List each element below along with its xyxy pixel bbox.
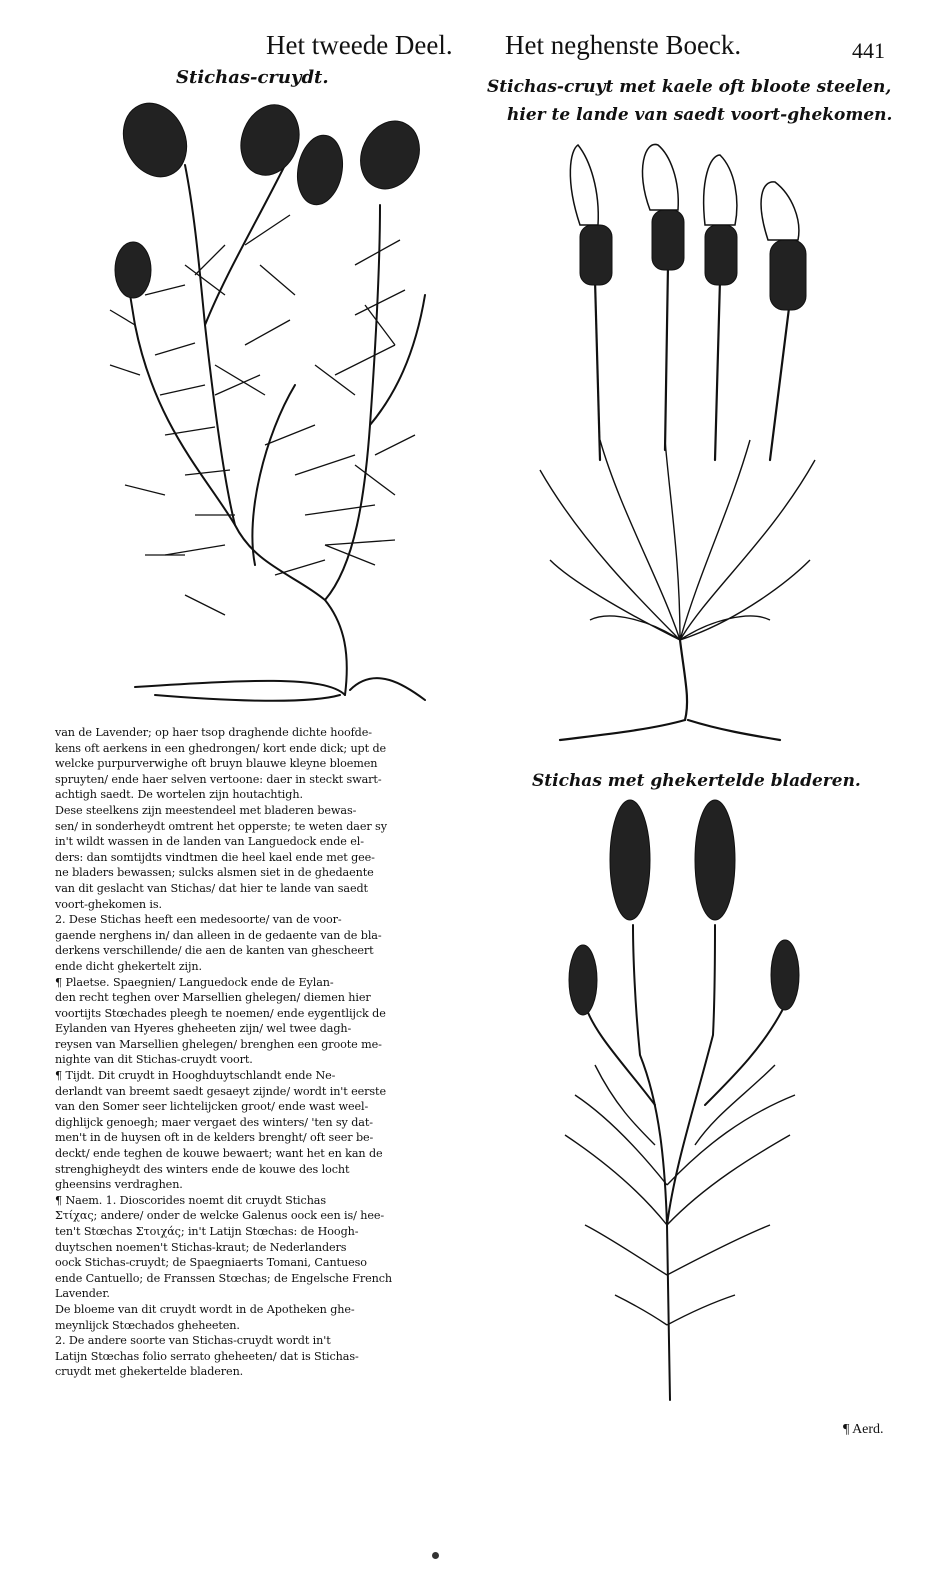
body-line: Lavender. xyxy=(55,1287,110,1301)
body-line: spruyten/ ende haer selven vertoone: daer in steckt swart- xyxy=(55,772,382,786)
body-line: Στίχας; andere/ onder de welcke Galenus oock een is/ hee- xyxy=(55,1209,385,1223)
body-line: dighlijck genoegh; maer vergaet des winters/ 'ten sy dat- xyxy=(55,1115,373,1129)
body-line: reysen van Marsellien ghelegen/ brenghen een groote me- xyxy=(55,1037,382,1051)
body-line: Latijn Stœchas folio serrato gheheeten/ dat is Stichas- xyxy=(55,1349,359,1363)
body-line: ende dicht ghekertelt zijn. xyxy=(55,959,202,973)
page-number: 441 xyxy=(852,38,885,63)
ink-dot xyxy=(432,1552,439,1559)
body-line: ne bladers bewassen; sulcks alsmen siet in de ghedaente xyxy=(55,866,374,880)
figure-caption-2-line-1: Stichas-cruyt met kaele oft bloote steelen, xyxy=(487,77,892,97)
body-line: gaende nerghens in/ dan alleen in de gedaente van de bla- xyxy=(55,928,382,942)
body-line: derkens verschillende/ die aen de kanten van ghescheert xyxy=(55,944,374,958)
body-line: voort-ghekomen is. xyxy=(55,897,162,911)
body-line: 2. De andere soorte van Stichas-cruydt wordt in't xyxy=(55,1334,331,1348)
body-line: gheensins verdraghen. xyxy=(55,1178,183,1192)
body-line: ¶ Plaetse. Spaegnien/ Languedock ende de Eylan- xyxy=(55,975,334,989)
body-line: 2. Dese Stichas heeft een medesoorte/ van de voor- xyxy=(55,913,342,927)
body-line: duytschen noemen't Stichas-kraut; de Nederlanders xyxy=(55,1240,347,1254)
figure-2-woodcut xyxy=(540,140,820,750)
body-line: oock Stichas-cruydt; de Spaegniaerts Tomani, Cantueso xyxy=(55,1256,367,1270)
body-text xyxy=(55,725,475,1380)
body-line: Eylanden van Hyeres gheheeten zijn/ wel twee dagh- xyxy=(55,1022,352,1036)
body-line: derlandt van breemt saedt gesaeyt zijnde/ wordt in't eerste xyxy=(55,1084,386,1098)
body-line: van dit geslacht van Stichas/ dat hier te lande van saedt xyxy=(55,881,368,895)
body-line: van de Lavender; op haer tsop draghende dichte hoofde- xyxy=(55,726,372,739)
header-left: Het tweede Deel. xyxy=(266,30,453,60)
figure-caption-3: Stichas met ghekertelde bladeren. xyxy=(532,771,861,791)
body-line: strenghigheydt des winters ende de kouwe des locht xyxy=(55,1162,350,1176)
body-line: den recht teghen over Marsellien ghelegen/ diemen hier xyxy=(55,991,371,1005)
body-line: voortijts Stœchades pleegh te noemen/ ende eygentlijck de xyxy=(55,1006,386,1020)
header-right: Het neghenste Boeck. xyxy=(505,30,742,60)
body-line: nighte van dit Stichas-cruydt voort. xyxy=(55,1053,253,1067)
body-line: sen/ in sonderheydt omtrent het opperste; te weten daer sy xyxy=(55,819,387,833)
body-line: ende Cantuello; de Franssen Stœchas; de Engelsche French xyxy=(55,1271,393,1285)
body-line: De bloeme van dit cruydt wordt in de Apotheken ghe- xyxy=(55,1302,355,1316)
body-line: achtigh saedt. De wortelen zijn houtachtigh. xyxy=(55,788,303,802)
body-line: meynlijck Stœchados gheheeten. xyxy=(55,1318,240,1332)
body-line: kens oft aerkens in een ghedrongen/ kort ende dick; upt de xyxy=(55,741,387,755)
body-line: men't in de huysen oft in de kelders brenght/ oft seer be- xyxy=(55,1131,374,1145)
body-line: in't wildt wassen in de landen van Languedock ende el- xyxy=(55,835,364,849)
catchword: ¶ Aerd. xyxy=(843,1422,884,1437)
figure-1-woodcut xyxy=(95,95,440,710)
body-line: ten't Stœchas Στοιχάς; in't Latijn Stœchas: de Hoogh- xyxy=(55,1225,359,1238)
body-line: Dese steelkens zijn meestendeel met bladeren bewas- xyxy=(55,803,357,817)
body-line: ¶ Tijdt. Dit cruydt in Hooghduytschlandt ende Ne- xyxy=(55,1069,336,1083)
body-line: deckt/ ende teghen de kouwe bewaert; want het en kan de xyxy=(55,1147,383,1161)
body-line: ¶ Naem. 1. Dioscorides noemt dit cruydt Stichas xyxy=(55,1193,327,1207)
body-line: welcke purpurverwighe oft bruyn blauwe kleyne bloemen xyxy=(55,757,378,771)
body-line: ders: dan somtijdts vindtmen die heel kael ende met gee- xyxy=(55,850,375,864)
figure-caption-1: Stichas-cruydt. xyxy=(176,67,329,88)
body-line: cruydt met ghekertelde bladeren. xyxy=(55,1365,244,1379)
figure-3-woodcut xyxy=(555,805,815,1405)
figure-caption-2-line-2: hier te lande van saedt voort-ghekomen. xyxy=(507,105,893,125)
body-line: van den Somer seer lichtelijcken groot/ ende wast weel- xyxy=(55,1100,369,1114)
